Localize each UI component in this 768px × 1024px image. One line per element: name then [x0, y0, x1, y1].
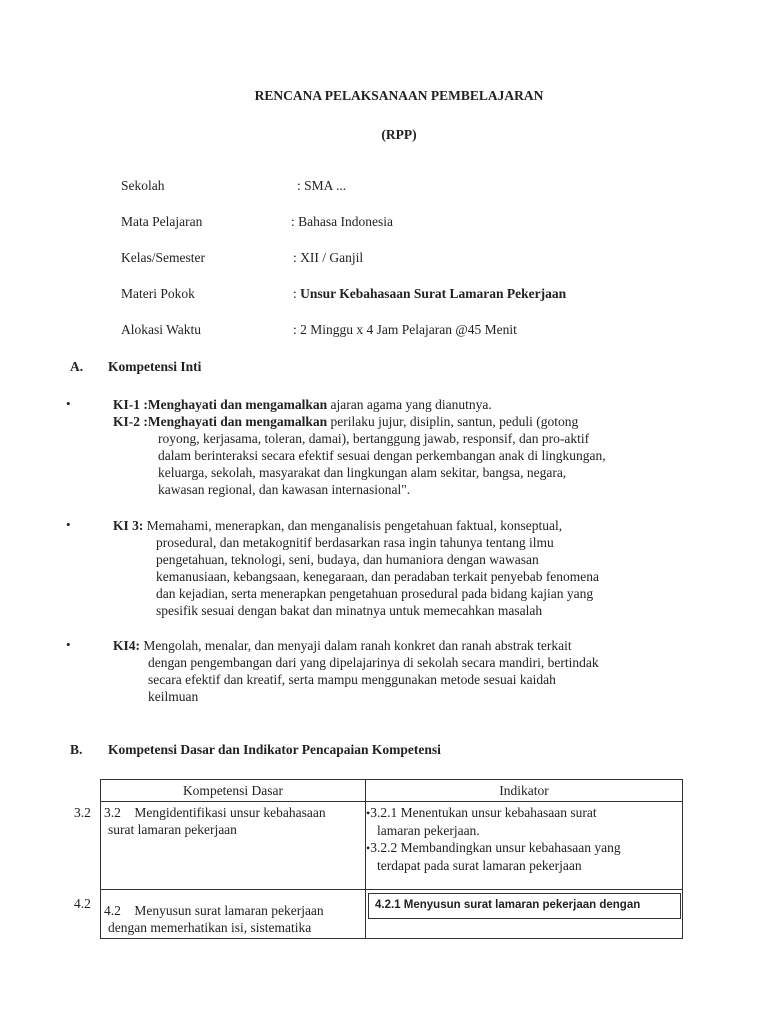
table-row [101, 890, 683, 939]
identity-label: Alokasi Waktu [121, 322, 202, 337]
ki3-line: spesifik sesuai dengan bakat dan minatnya untuk memecahkan masalah [156, 603, 543, 618]
indicator-text: 4.2.1 Menyusun surat lamaran pekerjaan dengan [368, 893, 681, 919]
identity-value [293, 286, 566, 302]
identity-label: Kelas/Semester [121, 250, 205, 265]
bullet-icon: • [66, 396, 71, 411]
identity-label: Materi Pokok [121, 286, 195, 301]
document-subtitle: (RPP) [381, 127, 417, 142]
ki3-line: pengetahuan, teknologi, seni, budaya, dan humaniora dengan wawasan [156, 552, 539, 567]
kd-line: 4.2 Menyusun surat lamaran pekerjaan [104, 903, 324, 918]
ki4-line: keilmuan [148, 689, 199, 704]
indicator-text: 3.2.2 Membandingkan unsur kebahasaan yang [370, 840, 621, 855]
bullet-icon: • [366, 806, 371, 820]
row-number: 3.2 [74, 805, 91, 820]
kd-cell [101, 802, 366, 890]
ki2-first: perilaku jujur, disiplin, santun, peduli (gotong [327, 414, 579, 429]
ki2-line: kawasan regional, dan kawasan internasional". [158, 482, 411, 497]
kd-line: dengan memerhatikan isi, sistematika [108, 920, 312, 935]
indicator-text: terdapat pada surat lamaran pekerjaan [377, 858, 582, 873]
indicator-text: 3.2.1 Menentukan unsur kebahasaan surat [370, 805, 597, 820]
section-title: Kompetensi Inti [108, 359, 202, 374]
identity-label: Mata Pelajaran [121, 214, 203, 229]
ki1-text: ajaran agama yang dianutnya. [327, 397, 492, 412]
row-number: 4.2 [74, 896, 91, 911]
indicator-item [366, 839, 680, 857]
section-title: Kompetensi Dasar dan Indikator Pencapaian Kompetensi [108, 742, 441, 757]
section-a-heading [70, 359, 201, 375]
document-title: RENCANA PELAKSANAAN PEMBELAJARAN [254, 88, 544, 103]
identity-colon: : [293, 286, 301, 301]
identity-value: : Bahasa Indonesia [291, 214, 393, 229]
section-b-heading [70, 742, 441, 758]
indicator-text: lamaran pekerjaan. [377, 823, 480, 838]
ki2-line [113, 413, 606, 430]
table-header-row [101, 780, 683, 802]
ki2-code: KI-2 : [113, 414, 148, 429]
ki3-line: prosedural, dan metakognitif berdasarkan rasa ingin tahunya tentang ilmu [156, 535, 554, 550]
ki3-line [113, 517, 599, 534]
ki3-line: dan kejadian, serta menerapkan pengetahuan prosedural pada bidang kajian yang [156, 586, 594, 601]
ki4-line: secara efektif dan kreatif, serta mampu menggunakan metode sesuai kaidah [148, 672, 556, 687]
indicator-cell [366, 802, 683, 890]
ki1-ki2-paragraph [113, 396, 606, 498]
table-row [101, 802, 683, 890]
ki2-bold: Menghayati dan mengamalkan [147, 414, 328, 429]
identity-label: Sekolah [121, 178, 165, 193]
kd-line: 3.2 Mengidentifikasi unsur kebahasaan [104, 805, 326, 820]
bullet-icon: • [66, 637, 71, 652]
ki2-line: keluarga, sekolah, masyarakat dan lingkungan alam sekitar, bangsa, negara, [158, 465, 567, 480]
competency-table [100, 779, 683, 939]
bullet-icon: • [66, 517, 71, 532]
table-header-kd: Kompetensi Dasar [101, 780, 366, 802]
ki3-line: kemanusiaan, kebangsaan, kenegaraan, dan peradaban terkait penyebab fenomena [156, 569, 600, 584]
ki1-line [113, 396, 606, 413]
ki2-line: dalam berinteraksi secara efektif sesuai dengan perkembangan anak di lingkungan, [158, 448, 606, 463]
ki3-code: KI 3: [113, 518, 144, 533]
ki4-code: KI4: [113, 638, 140, 653]
ki4-paragraph [113, 637, 599, 705]
section-letter: B. [70, 742, 83, 757]
indicator-item [366, 804, 680, 822]
ki2-line: royong, kerjasama, toleran, damai), bertanggung jawab, responsif, dan pro-aktif [158, 431, 590, 446]
indicator-cell [366, 890, 683, 939]
ki4-first: Mengolah, menalar, dan menyaji dalam ranah konkret dan ranah abstrak terkait [140, 638, 572, 653]
identity-value: : 2 Minggu x 4 Jam Pelajaran @45 Menit [293, 322, 517, 337]
ki4-line [113, 637, 599, 654]
kd-line: surat lamaran pekerjaan [108, 822, 237, 837]
kd-cell [101, 890, 366, 939]
bullet-icon: • [366, 841, 371, 855]
ki3-first: Memahami, menerapkan, dan menganalisis pengetahuan faktual, konseptual, [143, 518, 563, 533]
identity-value: : XII / Ganjil [293, 250, 364, 265]
identity-value: : SMA ... [297, 178, 347, 193]
ki3-paragraph [113, 517, 599, 619]
materi-pokok-value: Unsur Kebahasaan Surat Lamaran Pekerjaan [300, 286, 567, 301]
section-letter: A. [70, 359, 84, 374]
ki1-code: KI-1 : [113, 397, 148, 412]
ki4-line: dengan pengembangan dari yang dipelajarinya di sekolah secara mandiri, bertindak [148, 655, 599, 670]
table-header-indikator: Indikator [366, 780, 683, 802]
ki1-bold: Menghayati dan mengamalkan [147, 397, 328, 412]
